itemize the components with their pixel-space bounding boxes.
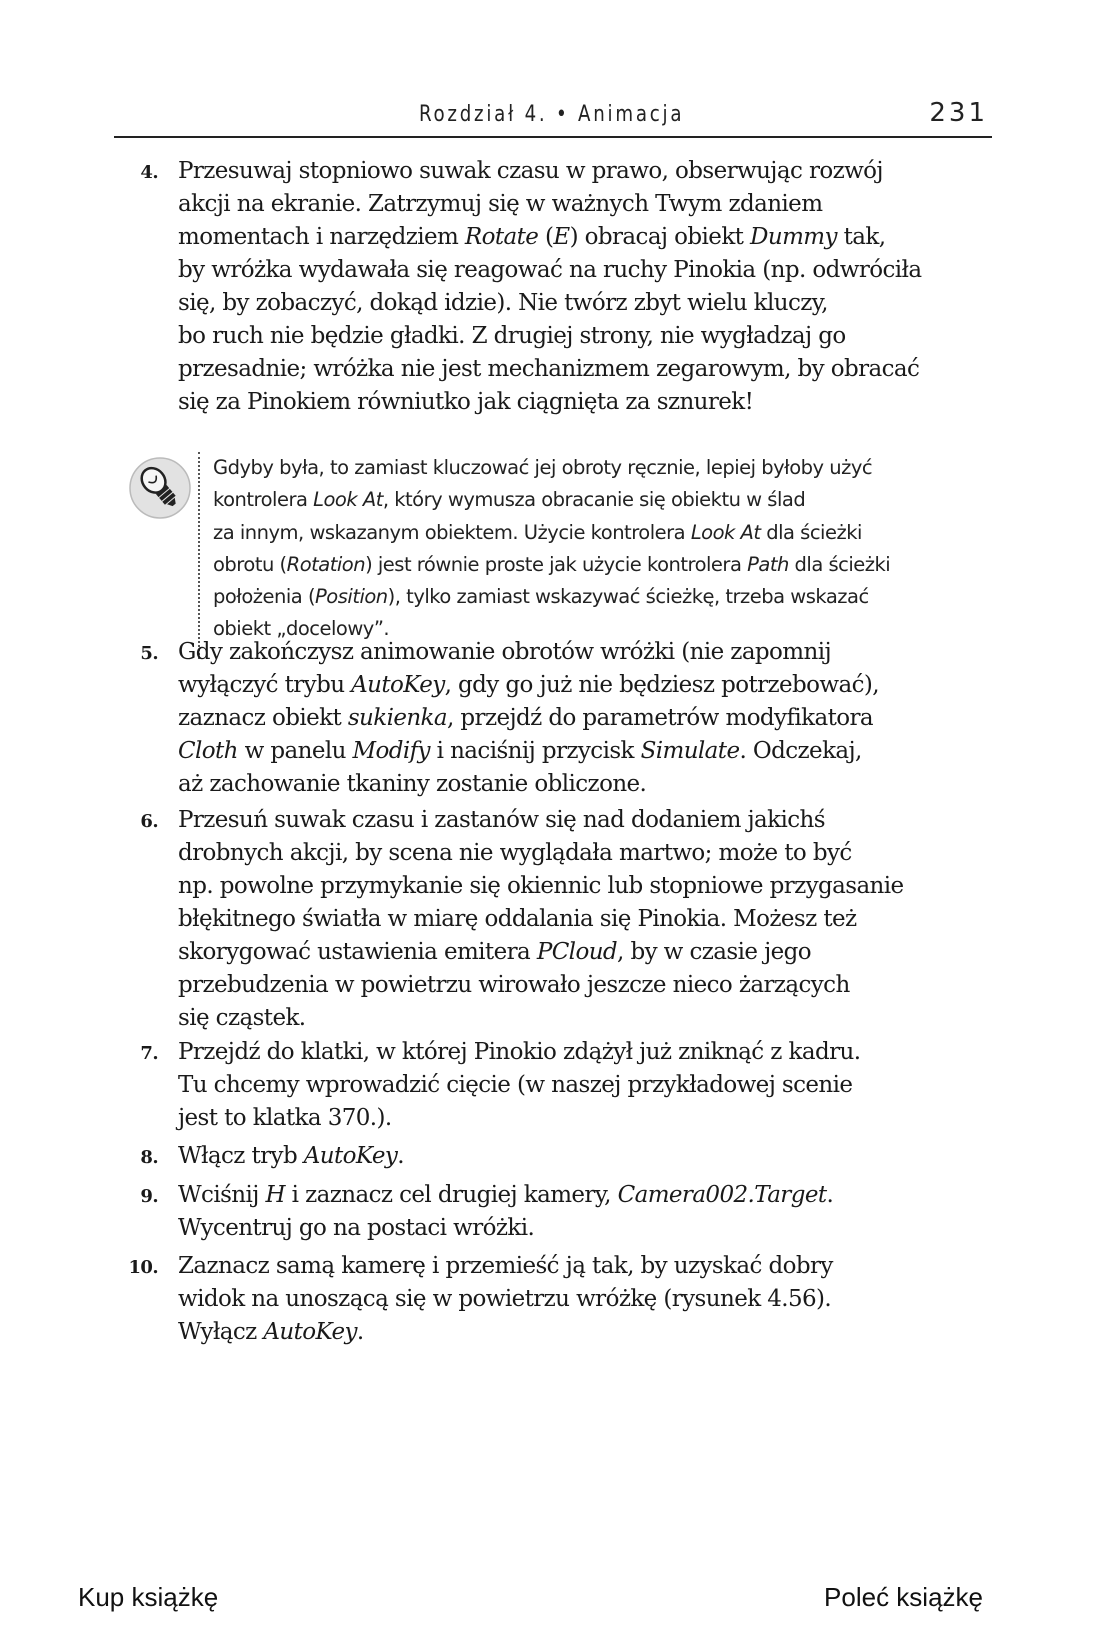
text-line: przebudzenia w powietrzu wirowało jeszcze nieco żarzących	[178, 972, 850, 998]
text-line: Przesuwaj stopniowo suwak czasu w prawo, obserwując rozwój	[178, 158, 883, 184]
italic-term: Position	[315, 585, 388, 609]
italic-term: Modify	[352, 738, 430, 764]
text-line: skorygować ustawienia emitera PCloud, by w czasie jego	[178, 939, 811, 965]
text-line: błękitnego światła w miarę oddalania się Pinokia. Możesz też	[178, 906, 857, 932]
text-line: wyłączyć trybu AutoKey, gdy go już nie będziesz potrzebować),	[178, 672, 879, 698]
page-number: 231	[929, 98, 988, 128]
text-line: np. powolne przymykanie się okiennic lub stopniowe przygasanie	[178, 873, 904, 899]
text-line: Gdyby była, to zamiast kluczować jej obroty ręcznie, lepiej byłoby użyć	[213, 456, 873, 479]
italic-term: AutoKey	[303, 1143, 398, 1169]
italic-term: Cloth	[178, 738, 238, 764]
step-number: 4.	[140, 162, 158, 183]
text-line: Wciśnij H i zaznacz cel drugiej kamery, Camera002.Target.	[178, 1182, 834, 1208]
text-line: akcji na ekranie. Zatrzymuj się w ważnych Twym zdaniem	[178, 191, 823, 217]
text-line: widok na unoszącą się w powietrzu wróżkę (rysunek 4.56).	[178, 1286, 832, 1312]
italic-term: AutoKey	[351, 672, 445, 698]
step-text	[178, 636, 994, 801]
step-6	[114, 804, 994, 1035]
text-line: obiekt „docelowy”.	[213, 617, 390, 641]
step-text	[178, 155, 994, 419]
text-line: się cząstek.	[178, 1005, 306, 1031]
italic-term: Simulate	[640, 738, 740, 764]
chapter-title: Rozdział 4. • Animacja	[419, 102, 685, 127]
italic-term: sukienka	[347, 705, 447, 731]
bulb-icon	[128, 456, 192, 520]
text-line: się za Pinokiem równiutko jak ciągnięta za sznurek!	[178, 389, 754, 415]
step-number: 6.	[140, 811, 158, 832]
text-line: Tu chcemy wprowadzić cięcie (w naszej przykładowej scenie	[178, 1072, 853, 1098]
text-line: zaznacz obiekt sukienka, przejdź do parametrów modyfikatora	[178, 705, 873, 731]
italic-term: Rotate	[464, 224, 539, 250]
italic-term: Camera002.Target	[617, 1182, 827, 1208]
text-line: jest to klatka 370.).	[178, 1105, 392, 1131]
tip-box	[128, 452, 988, 659]
step-9	[114, 1179, 994, 1245]
italic-term: Path	[747, 552, 789, 576]
text-line: Wycentruj go na postaci wróżki.	[178, 1215, 535, 1241]
step-number: 10.	[128, 1257, 158, 1278]
step-number: 9.	[140, 1186, 158, 1207]
text-line: Wyłącz AutoKey.	[178, 1319, 364, 1345]
italic-term: Dummy	[750, 224, 837, 250]
step-7	[114, 1036, 994, 1135]
step-text	[178, 804, 994, 1035]
step-5	[114, 636, 994, 801]
text-line: za innym, wskazanym obiektem. Użycie kontrolera Look At dla ścieżki	[213, 520, 862, 544]
italic-term: E	[553, 224, 570, 250]
text-line: się, by zobaczyć, dokąd idzie). Nie twórz zbyt wielu kluczy,	[178, 290, 828, 316]
text-line: obrotu (Rotation) jest równie proste jak użycie kontrolera Path dla ścieżki	[213, 552, 891, 576]
text-line: Włącz tryb AutoKey.	[178, 1143, 404, 1169]
step-10	[114, 1250, 994, 1349]
text-line: Zaznacz samą kamerę i przemieść ją tak, by uzyskać dobry	[178, 1253, 833, 1279]
recommend-book-link[interactable]: Poleć książkę	[824, 1582, 983, 1612]
italic-term: PCloud	[536, 939, 618, 965]
text-line: momentach i narzędziem Rotate (E) obracaj obiekt Dummy tak,	[178, 224, 886, 250]
italic-term: Look At	[313, 488, 383, 512]
text-line: Gdy zakończysz animowanie obrotów wróżki (nie zapomnij	[178, 639, 832, 665]
text-line: położenia (Position), tylko zamiast wskazywać ścieżkę, trzeba wskazać	[213, 585, 869, 609]
buy-book-link[interactable]: Kup książkę	[78, 1582, 219, 1612]
step-number: 5.	[140, 643, 158, 664]
text-line: Przesuń suwak czasu i zastanów się nad dodaniem jakichś	[178, 807, 825, 833]
tip-text	[213, 452, 993, 646]
text-line: aż zachowanie tkaniny zostanie obliczone.	[178, 771, 647, 797]
text-line: bo ruch nie będzie gładki. Z drugiej strony, nie wygładzaj go	[178, 323, 846, 349]
step-text	[178, 1250, 994, 1349]
step-number: 7.	[140, 1043, 158, 1064]
step-text	[178, 1140, 994, 1173]
running-head	[114, 96, 992, 138]
tip-divider	[198, 452, 200, 659]
step-4	[114, 155, 994, 419]
text-line: Przejdź do klatki, w której Pinokio zdążył już zniknąć z kadru.	[178, 1039, 861, 1065]
step-8	[114, 1140, 994, 1173]
step-number: 8.	[140, 1147, 158, 1168]
step-text	[178, 1179, 994, 1245]
step-text	[178, 1036, 994, 1135]
text-line: by wróżka wydawała się reagować na ruchy Pinokia (np. odwróciła	[178, 257, 922, 283]
italic-term: Look At	[690, 520, 761, 544]
italic-term: AutoKey	[263, 1319, 357, 1345]
text-line: drobnych akcji, by scena nie wyglądała martwo; może to być	[178, 840, 852, 866]
italic-term: H	[265, 1182, 285, 1208]
text-line: przesadnie; wróżka nie jest mechanizmem zegarowym, by obracać	[178, 356, 920, 382]
italic-term: Rotation	[286, 552, 366, 576]
text-line: Cloth w panelu Modify i naciśnij przycisk Simulate. Odczekaj,	[178, 738, 862, 764]
text-line: kontrolera Look At, który wymusza obracanie się obiektu w ślad	[213, 488, 806, 512]
